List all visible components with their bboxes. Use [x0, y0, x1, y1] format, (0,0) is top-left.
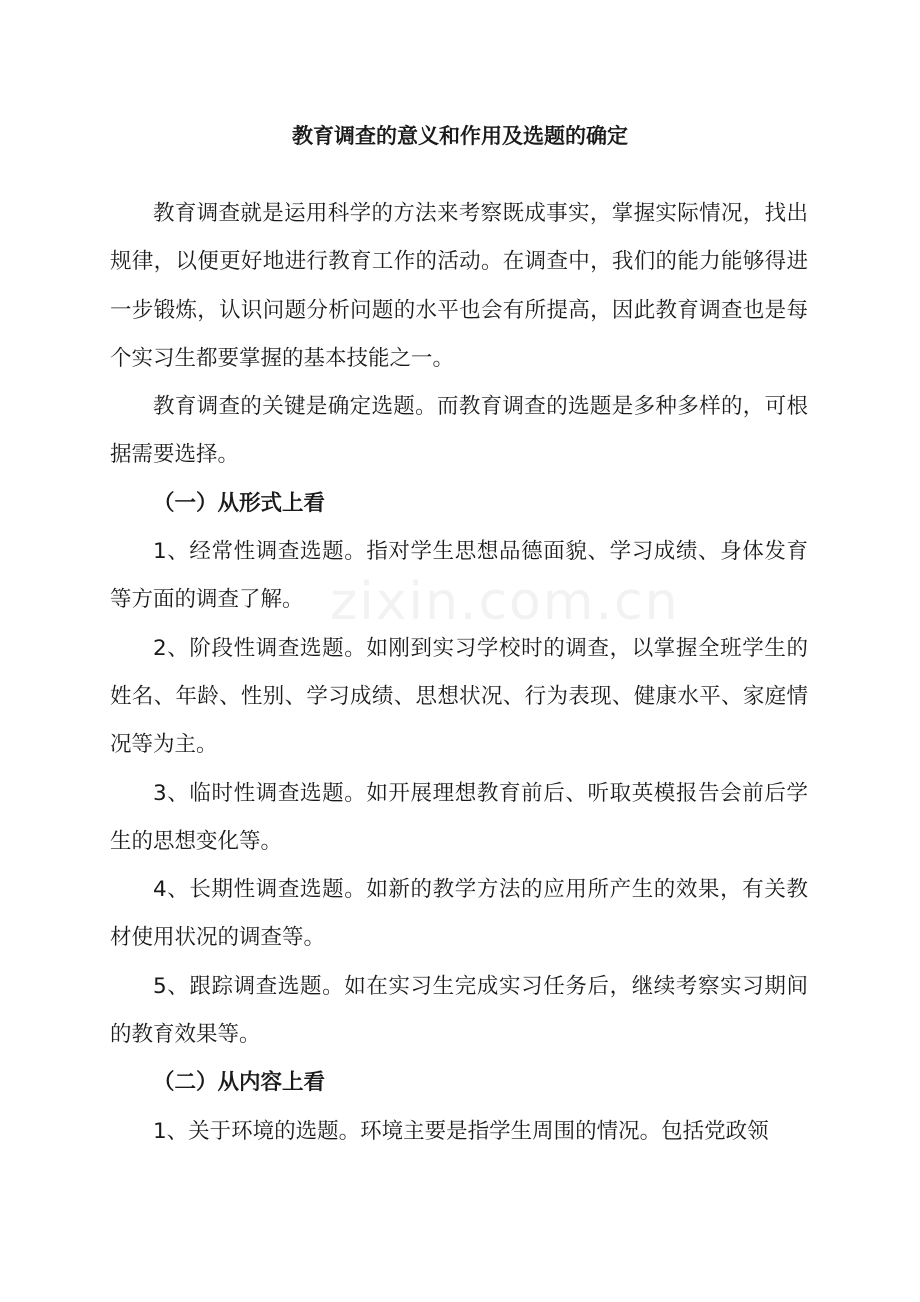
section-heading-content: （二）从内容上看 — [153, 1070, 326, 1096]
document-title: 教育调查的意义和作用及选题的确定 — [292, 124, 628, 148]
list-item: 4、长期性调查选题。如新的教学方法的应用所产生的效果，有关教材使用状况的调查等。 — [110, 877, 808, 951]
list-item: 2、阶段性调查选题。如刚到实习学校时的调查，以掌握全班学生的姓名、年龄、性别、学习成绩、思想状况、行为表现、健康水平、家庭情况等为主。 — [110, 635, 808, 758]
list-item: 1、关于环境的选题。环境主要是指学生周围的情况。包括党政领 — [153, 1118, 769, 1144]
list-item: 1、经常性调查选题。指对学生思想品德面貌、学习成绩、身体发育等方面的调查了解。 — [110, 539, 808, 613]
watermark: zixin.com.cn — [330, 572, 680, 632]
paragraph-key-topic: 教育调查的关键是确定选题。而教育调查的选题是多种多样的，可根据需要选择。 — [110, 394, 808, 468]
paragraph-intro: 教育调查就是运用科学的方法来考察既成事实，掌握实际情况，找出规律，以便更好地进行教育工作的活动。在调查中，我们的能力能够得进一步锻炼，认识问题分析问题的水平也会有所提高，因此教育调查也是每个实习生都要掌握的基本技能之一。 — [110, 201, 808, 371]
document-body — [110, 190, 808, 1156]
list-item: 3、临时性调查选题。如开展理想教育前后、听取英模报告会前后学生的思想变化等。 — [110, 780, 808, 854]
list-item: 5、跟踪调查选题。如在实习生完成实习任务后，继续考察实习期间的教育效果等。 — [110, 973, 808, 1048]
section-heading-form: （一）从形式上看 — [153, 490, 326, 516]
